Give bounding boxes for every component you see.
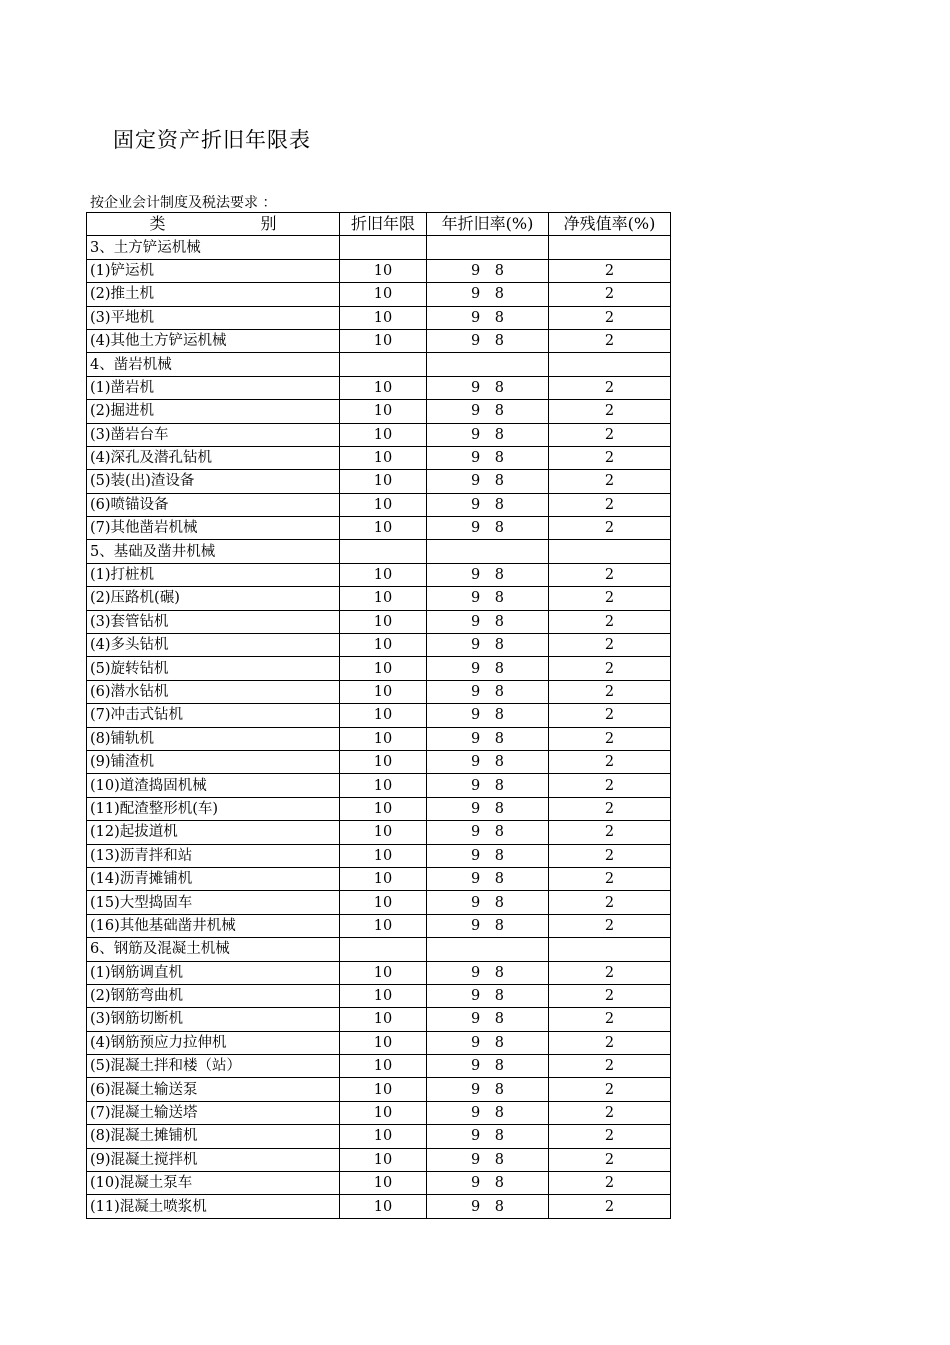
row-residual-cell: 2 [549, 727, 671, 750]
row-residual-cell: 2 [549, 1195, 671, 1218]
row-years-cell: 10 [340, 1195, 427, 1218]
row-rate-cell: 9 8 [427, 867, 549, 890]
row-category-cell: (2)钢筋弯曲机 [87, 984, 340, 1007]
row-years-cell: 10 [340, 587, 427, 610]
table-row [87, 984, 671, 1007]
row-residual-cell: 2 [549, 376, 671, 399]
row-category-cell: (3)套管钻机 [87, 610, 340, 633]
table-row [87, 306, 671, 329]
row-residual-cell: 2 [549, 470, 671, 493]
row-residual-cell: 2 [549, 423, 671, 446]
row-rate-cell: 9 8 [427, 1125, 549, 1148]
row-years-cell: 10 [340, 610, 427, 633]
row-rate-cell: 9 8 [427, 914, 549, 937]
row-category-cell: (3)平地机 [87, 306, 340, 329]
row-category-cell: (2)掘进机 [87, 400, 340, 423]
row-years-cell: 10 [340, 1078, 427, 1101]
row-category-cell: (3)钢筋切断机 [87, 1008, 340, 1031]
row-category-cell: (6)混凝土输送泵 [87, 1078, 340, 1101]
row-years-cell: 10 [340, 961, 427, 984]
row-residual-cell [549, 236, 671, 259]
row-years-cell: 10 [340, 1055, 427, 1078]
table-row [87, 1172, 671, 1195]
row-residual-cell: 2 [549, 821, 671, 844]
row-category-cell: 4、凿岩机械 [87, 353, 340, 376]
row-residual-cell: 2 [549, 961, 671, 984]
header-category-part-a: 类 [149, 214, 166, 234]
row-residual-cell: 2 [549, 517, 671, 540]
row-rate-cell: 9 8 [427, 563, 549, 586]
row-category-cell: (6)潜水钻机 [87, 680, 340, 703]
row-rate-cell: 9 8 [427, 470, 549, 493]
table-row [87, 540, 671, 563]
row-rate-cell: 9 8 [427, 961, 549, 984]
row-category-cell: (5)旋转钻机 [87, 657, 340, 680]
row-category-cell: (5)混凝土拌和楼（站） [87, 1055, 340, 1078]
row-years-cell: 10 [340, 376, 427, 399]
table-row [87, 563, 671, 586]
row-residual-cell: 2 [549, 493, 671, 516]
row-years-cell: 10 [340, 657, 427, 680]
row-residual-cell [549, 540, 671, 563]
table-row [87, 517, 671, 540]
row-rate-cell: 9 8 [427, 446, 549, 469]
table-row [87, 1101, 671, 1124]
table-row [87, 493, 671, 516]
row-residual-cell: 2 [549, 563, 671, 586]
row-category-cell: (1)钢筋调直机 [87, 961, 340, 984]
row-years-cell: 10 [340, 727, 427, 750]
row-years-cell: 10 [340, 844, 427, 867]
table-row [87, 750, 671, 773]
table-row [87, 657, 671, 680]
row-rate-cell: 9 8 [427, 821, 549, 844]
table-row [87, 283, 671, 306]
header-row [87, 213, 671, 236]
row-years-cell: 10 [340, 867, 427, 890]
row-residual-cell [549, 353, 671, 376]
header-years: 折旧年限 [340, 213, 427, 236]
table-row [87, 329, 671, 352]
row-rate-cell: 9 8 [427, 1101, 549, 1124]
table-row [87, 1125, 671, 1148]
row-category-cell: (15)大型捣固车 [87, 891, 340, 914]
row-rate-cell: 9 8 [427, 727, 549, 750]
row-years-cell: 10 [340, 517, 427, 540]
row-rate-cell: 9 8 [427, 891, 549, 914]
row-years-cell: 10 [340, 984, 427, 1007]
row-category-cell: (7)冲击式钻机 [87, 704, 340, 727]
row-category-cell: (4)钢筋预应力拉伸机 [87, 1031, 340, 1054]
row-years-cell: 10 [340, 1008, 427, 1031]
row-rate-cell: 9 8 [427, 750, 549, 773]
row-category-cell: (12)起拔道机 [87, 821, 340, 844]
row-residual-cell: 2 [549, 1125, 671, 1148]
row-rate-cell: 9 8 [427, 587, 549, 610]
row-years-cell: 10 [340, 446, 427, 469]
row-residual-cell: 2 [549, 680, 671, 703]
row-rate-cell: 9 8 [427, 657, 549, 680]
table-row [87, 1078, 671, 1101]
row-rate-cell: 9 8 [427, 680, 549, 703]
row-residual-cell: 2 [549, 1008, 671, 1031]
row-category-cell: 5、基础及凿井机械 [87, 540, 340, 563]
row-residual-cell: 2 [549, 306, 671, 329]
depreciation-table [86, 212, 671, 1219]
row-category-cell: (11)配渣整形机(车) [87, 797, 340, 820]
row-years-cell: 10 [340, 563, 427, 586]
row-residual-cell: 2 [549, 1031, 671, 1054]
table-row [87, 704, 671, 727]
table-row [87, 821, 671, 844]
row-category-cell: (3)凿岩台车 [87, 423, 340, 446]
row-rate-cell: 9 8 [427, 1008, 549, 1031]
table-row [87, 1008, 671, 1031]
row-residual-cell: 2 [549, 634, 671, 657]
table-row [87, 1148, 671, 1171]
row-rate-cell: 9 8 [427, 493, 549, 516]
row-rate-cell: 9 8 [427, 306, 549, 329]
table-row [87, 1055, 671, 1078]
row-years-cell: 10 [340, 797, 427, 820]
row-category-cell: (6)喷锚设备 [87, 493, 340, 516]
row-residual-cell: 2 [549, 704, 671, 727]
row-years-cell [340, 938, 427, 961]
table-row [87, 353, 671, 376]
table-row [87, 376, 671, 399]
row-residual-cell: 2 [549, 1172, 671, 1195]
table-row [87, 587, 671, 610]
row-category-cell: (8)铺轨机 [87, 727, 340, 750]
row-years-cell: 10 [340, 329, 427, 352]
table-row [87, 774, 671, 797]
row-category-cell: (10)道渣捣固机械 [87, 774, 340, 797]
row-rate-cell: 9 8 [427, 259, 549, 282]
table-row [87, 1195, 671, 1218]
row-category-cell: (4)深孔及潜孔钻机 [87, 446, 340, 469]
row-category-cell: (14)沥青摊铺机 [87, 867, 340, 890]
row-residual-cell: 2 [549, 259, 671, 282]
row-residual-cell: 2 [549, 914, 671, 937]
row-residual-cell: 2 [549, 774, 671, 797]
row-years-cell: 10 [340, 1148, 427, 1171]
row-category-cell: (1)凿岩机 [87, 376, 340, 399]
row-category-cell: (10)混凝土泵车 [87, 1172, 340, 1195]
row-residual-cell: 2 [549, 1078, 671, 1101]
table-row [87, 610, 671, 633]
table-row [87, 680, 671, 703]
row-rate-cell [427, 236, 549, 259]
row-rate-cell: 9 8 [427, 1172, 549, 1195]
row-rate-cell: 9 8 [427, 283, 549, 306]
row-years-cell: 10 [340, 400, 427, 423]
row-years-cell: 10 [340, 259, 427, 282]
row-category-cell: (2)压路机(碾) [87, 587, 340, 610]
table-row [87, 938, 671, 961]
row-years-cell: 10 [340, 1172, 427, 1195]
row-years-cell: 10 [340, 914, 427, 937]
table-row [87, 400, 671, 423]
row-category-cell: (5)装(出)渣设备 [87, 470, 340, 493]
table-caption: 按企业会计制度及税法要求 ： [90, 195, 277, 211]
row-category-cell: (1)打桩机 [87, 563, 340, 586]
row-years-cell: 10 [340, 423, 427, 446]
row-rate-cell [427, 353, 549, 376]
row-category-cell: (8)混凝土摊铺机 [87, 1125, 340, 1148]
row-residual-cell: 2 [549, 1055, 671, 1078]
row-residual-cell: 2 [549, 587, 671, 610]
table-row [87, 961, 671, 984]
row-rate-cell [427, 938, 549, 961]
row-years-cell [340, 353, 427, 376]
table-row [87, 797, 671, 820]
row-residual-cell: 2 [549, 984, 671, 1007]
row-rate-cell [427, 540, 549, 563]
row-rate-cell: 9 8 [427, 517, 549, 540]
table-header [87, 213, 671, 236]
row-rate-cell: 9 8 [427, 1148, 549, 1171]
row-category-cell: (7)混凝土输送塔 [87, 1101, 340, 1124]
row-rate-cell: 9 8 [427, 423, 549, 446]
row-category-cell: (16)其他基础凿井机械 [87, 914, 340, 937]
row-residual-cell: 2 [549, 750, 671, 773]
table-body [87, 236, 671, 1218]
header-category-part-b: 别 [260, 214, 277, 234]
table-row [87, 470, 671, 493]
row-residual-cell: 2 [549, 329, 671, 352]
row-years-cell: 10 [340, 1101, 427, 1124]
row-rate-cell: 9 8 [427, 610, 549, 633]
row-residual-cell: 2 [549, 891, 671, 914]
row-years-cell: 10 [340, 634, 427, 657]
table-row [87, 727, 671, 750]
row-rate-cell: 9 8 [427, 704, 549, 727]
row-rate-cell: 9 8 [427, 376, 549, 399]
row-rate-cell: 9 8 [427, 400, 549, 423]
row-years-cell [340, 540, 427, 563]
row-rate-cell: 9 8 [427, 1195, 549, 1218]
row-residual-cell: 2 [549, 610, 671, 633]
table-row [87, 259, 671, 282]
row-residual-cell: 2 [549, 283, 671, 306]
row-rate-cell: 9 8 [427, 844, 549, 867]
table-row [87, 634, 671, 657]
row-residual-cell: 2 [549, 400, 671, 423]
row-years-cell: 10 [340, 470, 427, 493]
row-rate-cell: 9 8 [427, 329, 549, 352]
row-rate-cell: 9 8 [427, 634, 549, 657]
table-row [87, 867, 671, 890]
row-years-cell: 10 [340, 1031, 427, 1054]
row-residual-cell: 2 [549, 844, 671, 867]
row-category-cell: (9)铺渣机 [87, 750, 340, 773]
row-category-cell: 3、土方铲运机械 [87, 236, 340, 259]
row-years-cell: 10 [340, 680, 427, 703]
row-years-cell: 10 [340, 891, 427, 914]
row-residual-cell: 2 [549, 1101, 671, 1124]
row-category-cell: (9)混凝土搅拌机 [87, 1148, 340, 1171]
row-category-cell: (13)沥青拌和站 [87, 844, 340, 867]
row-rate-cell: 9 8 [427, 1078, 549, 1101]
row-residual-cell: 2 [549, 446, 671, 469]
row-years-cell: 10 [340, 1125, 427, 1148]
row-category-cell: (4)多头钻机 [87, 634, 340, 657]
header-category [87, 213, 340, 236]
row-residual-cell: 2 [549, 797, 671, 820]
row-residual-cell: 2 [549, 1148, 671, 1171]
table-row [87, 844, 671, 867]
header-residual: 净残值率(%) [549, 213, 671, 236]
row-category-cell: (4)其他土方铲运机械 [87, 329, 340, 352]
row-years-cell: 10 [340, 774, 427, 797]
table-row [87, 446, 671, 469]
row-category-cell: (11)混凝土喷浆机 [87, 1195, 340, 1218]
row-rate-cell: 9 8 [427, 797, 549, 820]
header-rate: 年折旧率(%) [427, 213, 549, 236]
row-years-cell [340, 236, 427, 259]
row-category-cell: (1)铲运机 [87, 259, 340, 282]
row-rate-cell: 9 8 [427, 1055, 549, 1078]
row-years-cell: 10 [340, 493, 427, 516]
row-rate-cell: 9 8 [427, 774, 549, 797]
row-residual-cell [549, 938, 671, 961]
row-years-cell: 10 [340, 283, 427, 306]
table-row [87, 1031, 671, 1054]
page-title: 固定资产折旧年限表 [113, 128, 311, 152]
row-years-cell: 10 [340, 306, 427, 329]
row-rate-cell: 9 8 [427, 1031, 549, 1054]
row-years-cell: 10 [340, 704, 427, 727]
table-row [87, 423, 671, 446]
row-category-cell: (7)其他凿岩机械 [87, 517, 340, 540]
table-row [87, 914, 671, 937]
row-residual-cell: 2 [549, 867, 671, 890]
row-years-cell: 10 [340, 821, 427, 844]
row-category-cell: (2)推土机 [87, 283, 340, 306]
row-residual-cell: 2 [549, 657, 671, 680]
row-years-cell: 10 [340, 750, 427, 773]
table-row [87, 891, 671, 914]
table-row [87, 236, 671, 259]
row-rate-cell: 9 8 [427, 984, 549, 1007]
row-category-cell: 6、钢筋及混凝土机械 [87, 938, 340, 961]
